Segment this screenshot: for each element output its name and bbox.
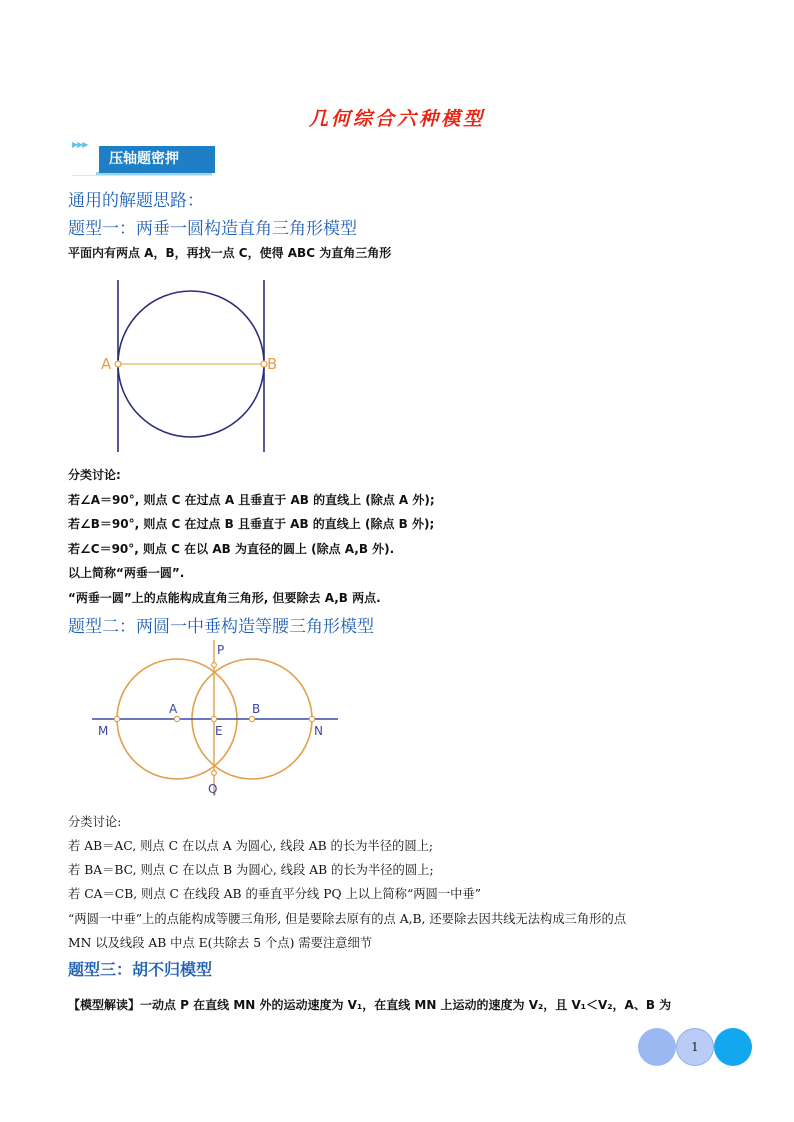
section3-text: 【模型解读】一动点 P 在直线 MN 外的运动速度为 V₁，在直线 MN 上运动的速度为 V₂，且 V₁＜V₂，A、B 为: [68, 998, 672, 1012]
label-n: N: [314, 724, 323, 738]
section2-line-4: “两圆一中垂”上的点能构成等腰三角形, 但是要除去原有的点 A,B, 还要除去因共线无法构成三角形的点: [68, 912, 627, 926]
arrows-icon: ▶▶▶: [72, 140, 88, 149]
document-title: 几何综合六种模型: [308, 108, 485, 130]
label-q: Q: [208, 782, 218, 796]
section2-line-1: 若 AB＝AC, 则点 C 在以点 A 为圆心, 线段 AB 的长为半径的圆上;: [68, 839, 434, 853]
section2-line-2: 若 BA＝BC, 则点 C 在以点 B 为圆心, 线段 AB 的长为半径的圆上;: [68, 863, 434, 877]
section2-heading: 题型二：两圆一中垂构造等腰三角形模型: [68, 617, 374, 637]
point-e: [211, 716, 216, 721]
section2-line-3: 若 CA＝CB, 则点 C 在线段 AB 的垂直平分线 PQ 上以上简称“两圆一中垂”: [68, 887, 481, 901]
section1-line-4: 以上简称“两垂一圆”.: [68, 566, 185, 580]
figure-two-perpendiculars-one-circle: [98, 278, 298, 454]
intro-heading: 通用的解题思路：: [68, 191, 204, 211]
banner-underline: [72, 175, 212, 176]
section3-heading: 题型三：胡不归模型: [68, 960, 213, 979]
section2-line-5: MN 以及线段 AB 中点 E(共除去 5 个点) 需要注意细节: [68, 936, 373, 950]
section1-desc: 平面内有两点 A，B，再找一点 C，使得 ABC 为直角三角形: [68, 246, 392, 260]
banner-label: 压轴题密押: [99, 146, 215, 173]
decor-circle-left: [638, 1028, 676, 1066]
figure-two-circles-perpendicular-bisector: [92, 636, 338, 796]
point-a: [115, 361, 121, 367]
label-e: E: [215, 724, 223, 738]
point-q: [212, 771, 217, 776]
decor-circle-right: [714, 1028, 752, 1066]
section1-line-3: 若∠C＝90°, 则点 C 在以 AB 为直径的圆上 (除点 A,B 外).: [68, 542, 395, 556]
label-p: P: [217, 643, 225, 657]
point-a2: [174, 716, 179, 721]
section2-discussion-title: 分类讨论:: [68, 815, 122, 829]
label-b2: B: [252, 702, 261, 716]
section1-line-1: 若∠A＝90°, 则点 C 在过点 A 且垂直于 AB 的直线上 (除点 A 外);: [68, 493, 435, 507]
point-m: [114, 716, 119, 721]
page-number-badge: [638, 1028, 752, 1068]
point-p: [212, 663, 217, 668]
label-a2: A: [169, 702, 178, 716]
section1-line-2: 若∠B＝90°, 则点 C 在过点 B 且垂直于 AB 的直线上 (除点 B 外);: [68, 517, 435, 531]
point-n: [309, 716, 314, 721]
section1-heading: 题型一：两垂一圆构造直角三角形模型: [68, 219, 357, 239]
section1-line-5: “两垂一圆”上的点能构成直角三角形, 但要除去 A,B 两点.: [68, 591, 381, 605]
page-number: 1: [691, 1040, 699, 1054]
label-b: B: [267, 355, 278, 373]
section1-discussion-title: 分类讨论:: [68, 468, 121, 482]
point-b2: [249, 716, 254, 721]
label-m: M: [98, 724, 109, 738]
label-a: A: [101, 355, 112, 373]
